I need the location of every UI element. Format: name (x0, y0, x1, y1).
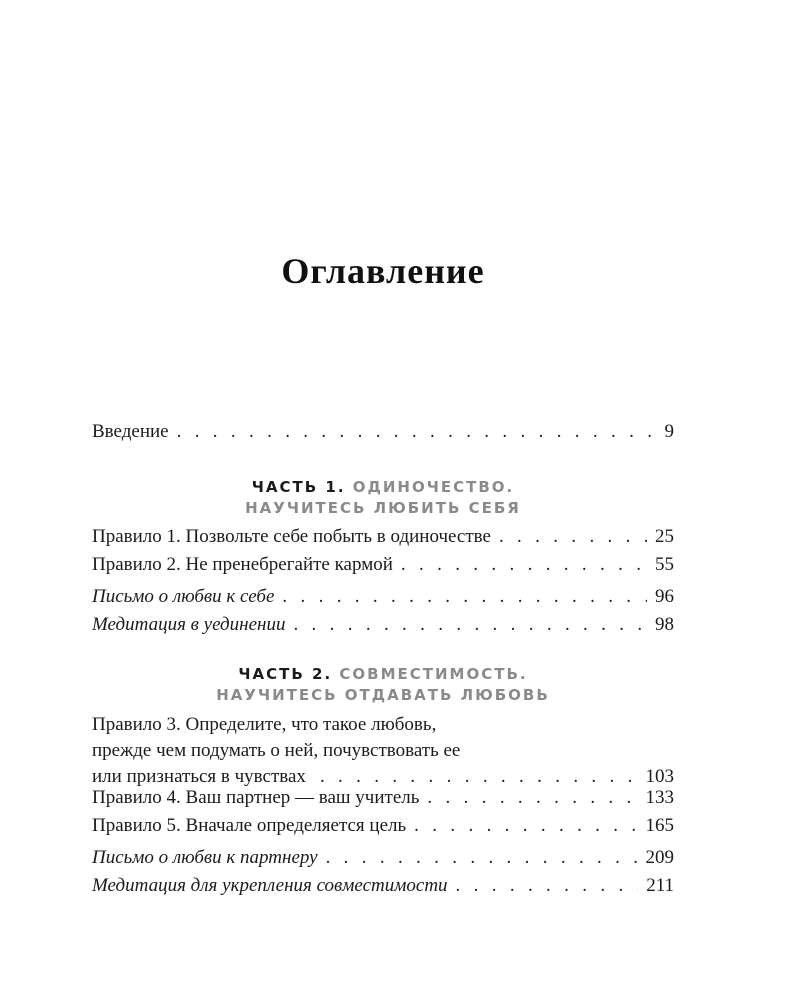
toc-entry-letter-self[interactable] (92, 584, 674, 610)
dot-leader (282, 584, 647, 610)
dot-leader (401, 552, 647, 578)
toc-entry-label: Медитация для укрепления совместимости (92, 875, 448, 896)
toc-entry-meditation-compatibility[interactable] (92, 873, 674, 899)
toc-entry-page: 25 (655, 526, 674, 547)
toc-entry-rule-5[interactable] (92, 813, 674, 839)
toc-entry-label-line: прежде чем подумать о ней, почувствовать ее (92, 740, 461, 761)
toc-entry-page: 103 (645, 766, 674, 787)
toc-entry-label: Правило 4. Ваш партнер — ваш учитель (92, 787, 420, 808)
toc-entry-page: 98 (655, 614, 674, 635)
toc-entry-page: 165 (645, 815, 674, 836)
page-title: Оглавление (281, 251, 485, 291)
toc-entry-label: Правило 2. Не пренебрегайте кармой (92, 554, 393, 575)
toc-entry-label: Правило 1. Позвольте себе побыть в одиночестве (92, 526, 491, 547)
toc-entry-rule-4[interactable] (92, 785, 674, 811)
toc-entry-page: 209 (645, 847, 674, 868)
dot-leader (414, 813, 637, 839)
part-number: ЧАСТЬ 2. (238, 665, 333, 683)
part-name: ОДИНОЧЕСТВО. (352, 478, 515, 496)
toc-entry-page: 55 (655, 554, 674, 575)
toc-entry-rule-2[interactable] (92, 552, 674, 578)
part-subtitle: НАУЧИТЕСЬ ОТДАВАТЬ ЛЮБОВЬ (216, 686, 550, 704)
toc-entry-page: 96 (655, 586, 674, 607)
toc-entry-label: Письмо о любви к себе (92, 586, 275, 607)
toc-entry-rule-1[interactable] (92, 524, 674, 550)
toc-entry-label: Правило 5. Вначале определяется цель (92, 815, 407, 836)
toc-entry-page: 133 (645, 787, 674, 808)
dot-leader (499, 524, 647, 550)
toc-entry-rule-3[interactable] (92, 712, 674, 790)
toc-entry-label: Медитация в уединении (92, 614, 286, 635)
dot-leader (427, 785, 637, 811)
dot-leader (456, 873, 639, 899)
toc-entry-label: Введение (92, 421, 169, 442)
toc-entry-meditation-solitude[interactable] (92, 612, 674, 638)
part-2-heading (92, 664, 674, 706)
toc-entry-label-line: или признаться в чувствах (92, 766, 306, 787)
dot-leader (326, 845, 638, 871)
toc-entry-page: 9 (664, 421, 674, 442)
toc-entry-label: Письмо о любви к партнеру (92, 847, 318, 868)
dot-leader (293, 612, 647, 638)
part-number: ЧАСТЬ 1. (251, 478, 346, 496)
toc-entry-letter-partner[interactable] (92, 845, 674, 871)
toc-entry-intro[interactable] (92, 419, 674, 445)
dot-leader (177, 419, 657, 445)
part-subtitle: НАУЧИТЕСЬ ЛЮБИТЬ СЕБЯ (245, 499, 521, 517)
part-name: СОВМЕСТИМОСТЬ. (339, 665, 528, 683)
toc-entry-page: 211 (646, 875, 674, 896)
toc-entry-label-line: Правило 3. Определите, что такое любовь, (92, 714, 437, 735)
part-1-heading (92, 477, 674, 519)
